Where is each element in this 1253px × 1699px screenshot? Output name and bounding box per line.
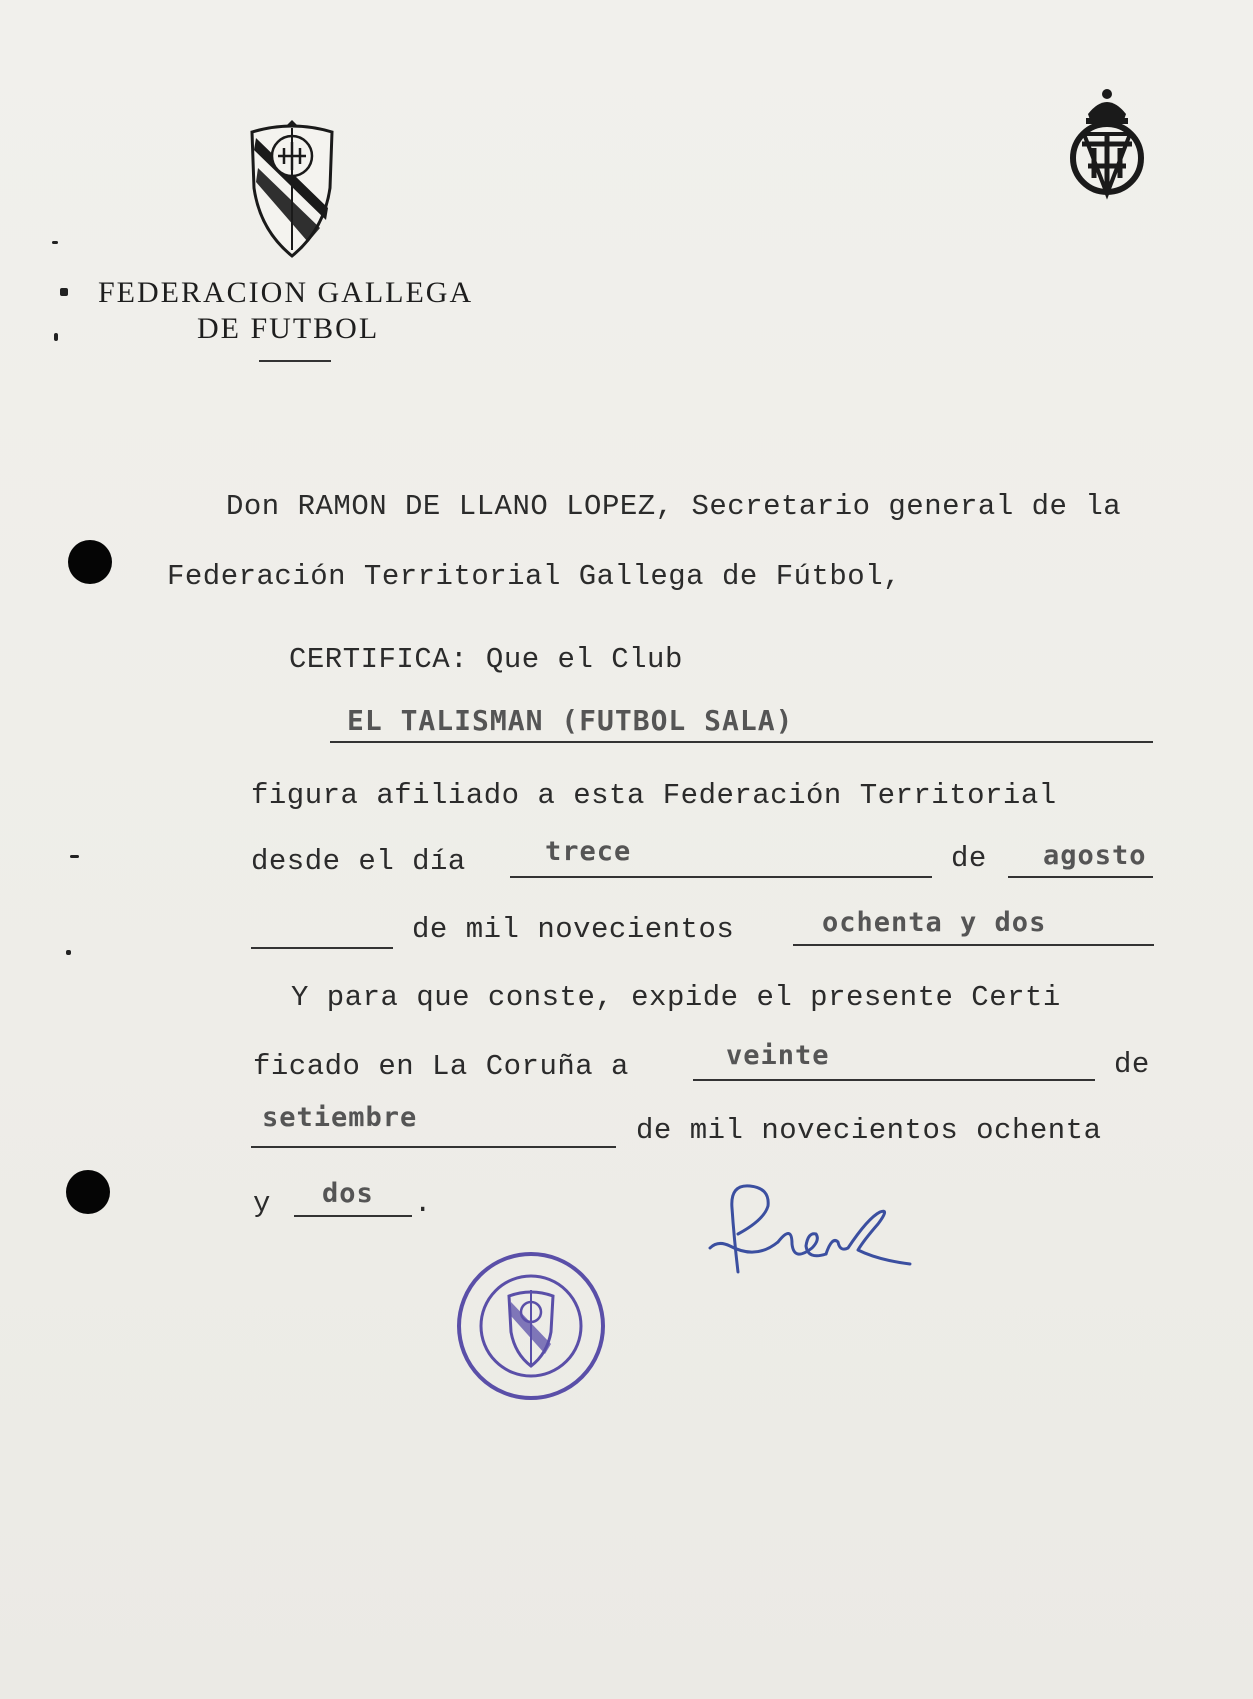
- header-underline: [259, 360, 331, 362]
- margin-mark: [70, 855, 79, 858]
- org-name-line1: FEDERACION GALLEGA: [98, 276, 474, 309]
- club-name-field: EL TALISMAN (FUTBOL SALA): [347, 704, 794, 737]
- issue-year-label: de mil novecientos ochenta: [636, 1114, 1102, 1147]
- issue-year-end-field: dos: [322, 1178, 374, 1209]
- federation-rubber-stamp-icon: [455, 1250, 607, 1402]
- y-label: y: [253, 1187, 271, 1220]
- margin-mark: [66, 950, 71, 955]
- day-field: trece: [545, 836, 632, 867]
- desde-label: desde el día: [251, 845, 466, 878]
- spanish-federation-crowned-crest-icon: [1066, 86, 1148, 200]
- handwritten-signature-icon: [708, 1178, 918, 1280]
- org-name-line2: DE FUTBOL: [197, 312, 380, 345]
- issue-day-field: veinte: [726, 1040, 830, 1071]
- issue-day-line: [693, 1079, 1095, 1081]
- punch-hole-top: [68, 540, 112, 584]
- month-continuation-line: [251, 947, 393, 949]
- de-label-1: de: [951, 842, 987, 875]
- year-line: [793, 944, 1154, 946]
- affiliation-line: figura afiliado a esta Federación Territorial: [251, 779, 1057, 812]
- punch-hole-bottom: [66, 1170, 110, 1214]
- final-period: .: [414, 1187, 432, 1220]
- ficado-label: ficado en La Coruña a: [253, 1050, 629, 1083]
- month-line: [1008, 876, 1153, 878]
- year-label: de mil novecientos: [412, 913, 735, 946]
- certifica-line: CERTIFICA: Que el Club: [289, 643, 683, 676]
- month-field: agosto: [1043, 840, 1147, 871]
- issue-month-line: [251, 1146, 616, 1148]
- margin-mark: [54, 333, 58, 341]
- issue-month-field: setiembre: [262, 1102, 418, 1133]
- club-name-line: [330, 741, 1153, 743]
- year-field: ochenta y dos: [822, 907, 1047, 938]
- margin-mark: [60, 288, 68, 296]
- issue-year-end-line: [294, 1215, 412, 1217]
- day-line: [510, 876, 932, 878]
- margin-mark: [52, 241, 58, 244]
- federation-line: Federación Territorial Gallega de Fútbol,: [167, 560, 902, 593]
- galician-federation-shield-icon: [246, 118, 338, 260]
- secretary-line: Don RAMON DE LLANO LOPEZ, Secretario general de la: [226, 490, 1122, 523]
- conste-line: Y para que conste, expide el presente Certi: [291, 981, 1061, 1014]
- de-label-2: de: [1114, 1048, 1150, 1081]
